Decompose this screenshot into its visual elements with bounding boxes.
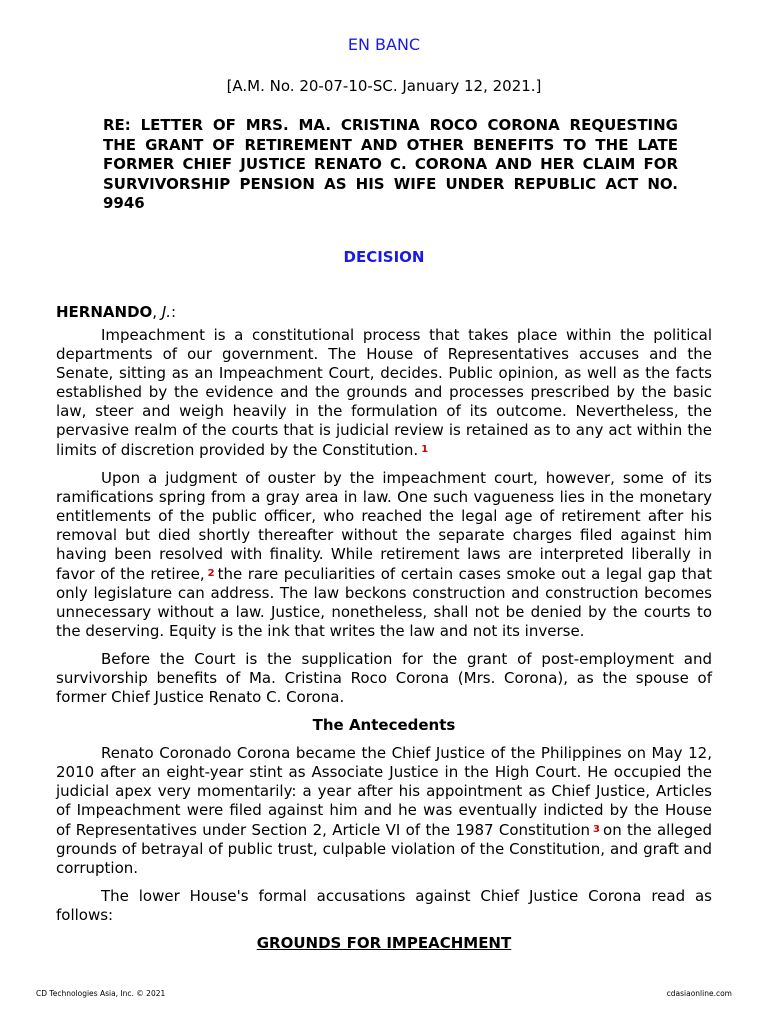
ponente-separator: , [152, 303, 162, 321]
footnote-link-2[interactable]: 2 [207, 568, 215, 579]
ponente-title: J. [161, 303, 172, 321]
case-title: RE: LETTER OF MRS. MA. CRISTINA ROCO CORONA REQUESTING THE GRANT OF RETIREMENT AND OTHER BENEFITS TO THE LATE FORMER CHIEF JUSTICE RENATO C. CORONA AND HER CLAIM FOR SURVIVORSHIP PENSION AS HIS WIFE UNDER REPUBLIC ACT NO. 9946 [103, 116, 678, 212]
division-label: EN BANC [347, 35, 421, 54]
paragraph-4 [56, 744, 712, 878]
footnote-link-3[interactable]: 3 [593, 824, 601, 835]
decision-heading: DECISION [343, 248, 425, 266]
antecedents-heading: The Antecedents [312, 716, 456, 734]
footer-copyright: CD Technologies Asia, Inc. © 2021 [36, 989, 166, 998]
paragraph-1 [56, 326, 712, 460]
decision-body [56, 303, 712, 953]
grounds-heading: GROUNDS FOR IMPEACHMENT [256, 934, 512, 952]
paragraph-2-text-b: the rare peculiarities of certain cases smoke out a legal gap that only legislature can address. The law beckons construction and construction becomes unnecessary without a law. Justice, nonetheless, shall not be denied by the courts to the deserving. Equity is the ink that writes the law and not its inverse. [56, 565, 713, 640]
ponente-colon: : [171, 303, 177, 321]
paragraph-3: Before the Court is the supplication for the grant of post-employment and survivorship benefits of Ma. Cristina Roco Corona (Mrs. Corona), as the spouse of former Chief Justice Renato C. Corona. [56, 650, 712, 706]
case-number: [A.M. No. 20-07-10-SC. January 12, 2021.] [226, 77, 542, 95]
ponente-name: HERNANDO [56, 303, 153, 321]
paragraph-1-text: Impeachment is a constitutional process that takes place within the political departments of our government. The House of Representatives accuses and the Senate, sitting as an Impeachment Court, decides. Public opinion, as well as the facts established by the evidence and the grounds and processes prescribed by the basic law, steer and weigh heavily in the formulation of its outcome. Nevertheless, the pervasive realm of the courts that is judicial review is retained as to any act within the limits of discretion provided by the Constitution. [56, 326, 712, 459]
paragraph-5: The lower House's formal accusations against Chief Justice Corona read as follows: [56, 887, 712, 924]
paragraph-4-text-b: on the alleged grounds of betrayal of public trust, culpable violation of the Constitution, and graft and corruption. [56, 821, 712, 877]
paragraph-4-text-a: Renato Coronado Corona became the Chief Justice of the Philippines on May 12, 2010 after an eight-year stint as Associate Justice in the High Court. He occupied the judicial apex very momentarily: a year after his appointment as Chief Justice, Articles of Impeachment were filed against him and he was eventually indicted by the House of Representatives under Section 2, Article VI of the 1987 Constitution [56, 744, 712, 839]
paragraph-2 [56, 469, 712, 641]
footnote-link-1[interactable]: 1 [421, 444, 429, 455]
ponente-line [56, 303, 712, 322]
paragraph-2-text-a: Upon a judgment of ouster by the impeachment court, however, some of its ramifications spring from a gray area in law. One such vagueness lies in the monetary entitlements of the public officer, who reached the legal age of retirement after his removal but died shortly thereafter without the separate charges filed against him having been resolved with finality. While retirement laws are interpreted liberally in favor of the retiree, [56, 469, 712, 583]
footer-website: cdasiaonline.com [666, 989, 732, 998]
